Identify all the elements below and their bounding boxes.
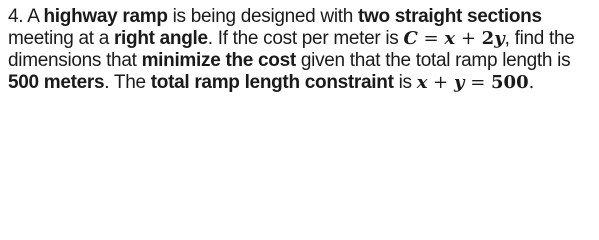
emphasis-right-angle: right angle — [113, 28, 208, 49]
problem-text: given that the total ramp length is — [300, 50, 571, 71]
math-variable: C — [403, 28, 418, 49]
problem-text: meeting at a — [8, 28, 109, 49]
problem-statement — [8, 6, 596, 94]
emphasis-highway-ramp: highway ramp — [43, 6, 168, 27]
math-operator: = — [470, 72, 486, 93]
problem-number: 4. — [8, 6, 24, 27]
emphasis-minimize-the-cost: minimize the cost — [141, 50, 296, 71]
math-variable: y — [453, 72, 465, 93]
constraint-formula — [417, 72, 535, 93]
math-operator: + — [460, 28, 476, 49]
math-operator: = — [423, 28, 439, 49]
math-variable: y — [494, 28, 505, 49]
cost-formula — [403, 28, 504, 49]
math-variable: x — [444, 28, 456, 49]
problem-text: A — [27, 6, 39, 27]
problem-text: is — [398, 72, 412, 93]
problem-text: . The — [104, 72, 146, 93]
problem-text: is being designed with — [172, 6, 353, 27]
emphasis-500-meters: 500 meters — [8, 72, 105, 93]
problem-text: , find the dimensions that — [8, 28, 575, 71]
emphasis-two-straight-sections: two straight sections — [357, 6, 542, 27]
emphasis-total-ramp-length-constraint: total ramp length constraint — [150, 72, 394, 93]
math-punctuation: . — [528, 72, 535, 93]
math-variable: x — [416, 72, 428, 93]
math-number: 2 — [481, 28, 495, 49]
math-number: 500 — [491, 72, 529, 93]
math-operator: + — [433, 72, 449, 93]
problem-text: . If the cost per meter is — [207, 28, 399, 49]
